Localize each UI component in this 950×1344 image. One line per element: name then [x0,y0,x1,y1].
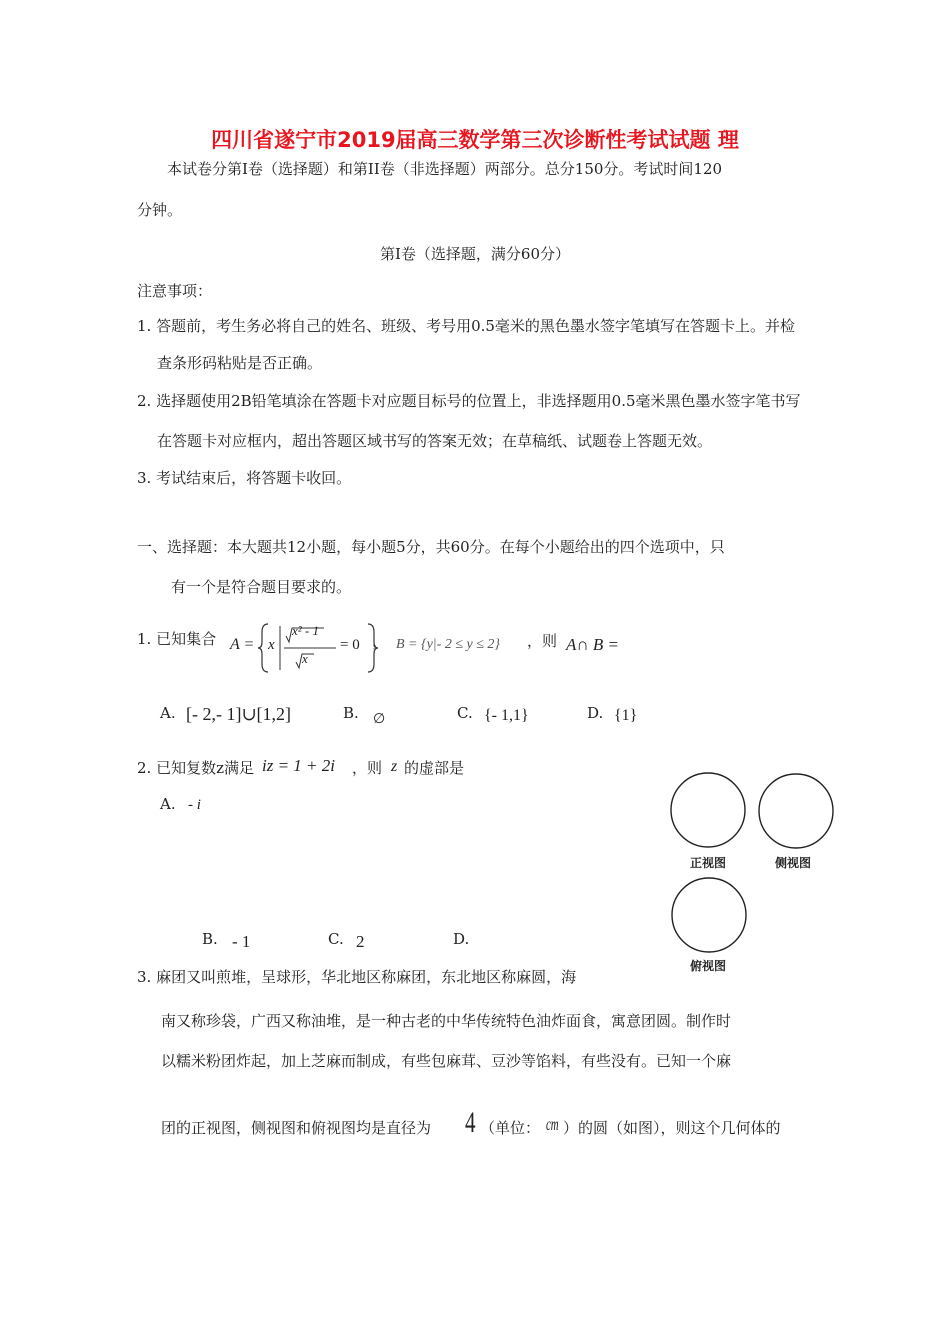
intro-line-1: 本试卷分第I卷（选择题）和第II卷（非选择题）两部分。总分150分。考试时间120 [167,160,723,178]
q1-option-d: {1} [614,707,638,724]
q1-option-b-letter: B. [343,704,359,722]
q1-eq-zero: = 0 [340,637,360,653]
note-1-line-2: 查条形码粘贴是否正确。 [157,354,323,372]
q1-set-a-var: x [268,637,275,653]
part1-line-1: 一、选择题：本大题共12小题，每小题5分，共60分。在每个小题给出的四个选项中，只 [137,538,725,556]
q2-option-a-letter: A. [160,795,176,813]
front-view-label: 正视图 [690,856,727,870]
q1-option-b: ∅ [373,712,386,727]
q2-option-b: - 1 [232,932,251,951]
q1-option-c-letter: C. [457,704,473,722]
q1-ask: A∩ B = [566,635,620,654]
note-1-line-1: 1. 答题前，考生务必将自己的姓名、班级、考号用0.5毫米的黑色墨水签字笔填写在答题卡上。并检 [137,317,795,335]
q2-option-c: 2 [356,932,365,951]
q1-option-a: [- 2,- 1]∪[1,2] [186,704,292,724]
part1-line-2: 有一个是符合题目要求的。 [171,578,352,596]
q3-line-3: 以糯米粉团炸起，加上芝麻而制成，有些包麻茸、豆沙等馅料，有些没有。已知一个麻 [161,1052,732,1070]
three-view-figure [668,770,838,980]
top-view-circle [672,878,746,952]
front-view-circle [671,773,745,847]
q3-line-1: 3. 麻团又叫煎堆，呈球形，华北地区称麻团，东北地区称麻圆，海 [137,968,577,986]
intro-line-2: 分钟。 [137,201,183,219]
q3-diameter: 4 [465,1106,476,1139]
q3-unit: cm [546,1114,559,1134]
q2-option-a: - i [188,797,201,813]
q1-option-c: {- 1,1} [484,707,529,724]
note-2-line-1: 2. 选择题使用2B铅笔填涂在答题卡对应题目标号的位置上，非选择题用0.5毫米黑色墨水签字笔书写 [137,392,801,410]
document-title: 四川省遂宁市2019届高三数学第三次诊断性考试试题 理 [211,128,739,152]
q1-comma: ， [372,632,388,650]
note-3-line-1: 3. 考试结束后，将答题卡收回。 [137,469,352,487]
q1-prefix: 1. 已知集合 [137,630,217,648]
side-view-circle [759,774,833,848]
q2-mid: ，则 [352,759,383,777]
q3-line-4c: ）的圆（如图），则这个几何体的 [563,1119,781,1137]
note-2-line-2: 在答题卡对应框内，超出答题区域书写的答案无效；在草稿纸、试题卷上答题无效。 [157,432,713,450]
q1-denominator: x [302,651,308,666]
q1-then: ，则 [527,632,558,650]
q1-option-a-letter: A. [160,704,176,722]
q2-option-c-letter: C. [328,930,344,948]
q1-set-b: B = {y|- 2 ≤ y ≤ 2} [396,637,501,652]
q2-var: z [391,758,398,775]
q1-numerator: x² - 1 [292,623,319,638]
q2-option-b-letter: B. [202,930,218,948]
q1-set-a-lhs: A = [230,636,255,653]
notes-heading: 注意事项： [137,282,213,300]
q3-line-2: 南又称珍袋，广西又称油堆，是一种古老的中华传统特色油炸面食，寓意团圆。制作时 [161,1012,732,1030]
q2-option-d-letter: D. [453,930,470,948]
q2-equation: iz = 1 + 2i [262,756,336,775]
q1-option-d-letter: D. [587,704,604,722]
section-heading: 第I卷（选择题，满分60分） [379,245,570,263]
q3-line-4a: 团的正视图，侧视图和俯视图均是直径为 [161,1119,432,1137]
top-view-label: 俯视图 [690,959,727,973]
q2-prefix: 2. 已知复数z满足 [137,759,254,777]
side-view-label: 侧视图 [775,856,812,870]
q2-suffix: 的虚部是 [404,759,465,777]
q3-line-4b: （单位： [480,1119,541,1137]
